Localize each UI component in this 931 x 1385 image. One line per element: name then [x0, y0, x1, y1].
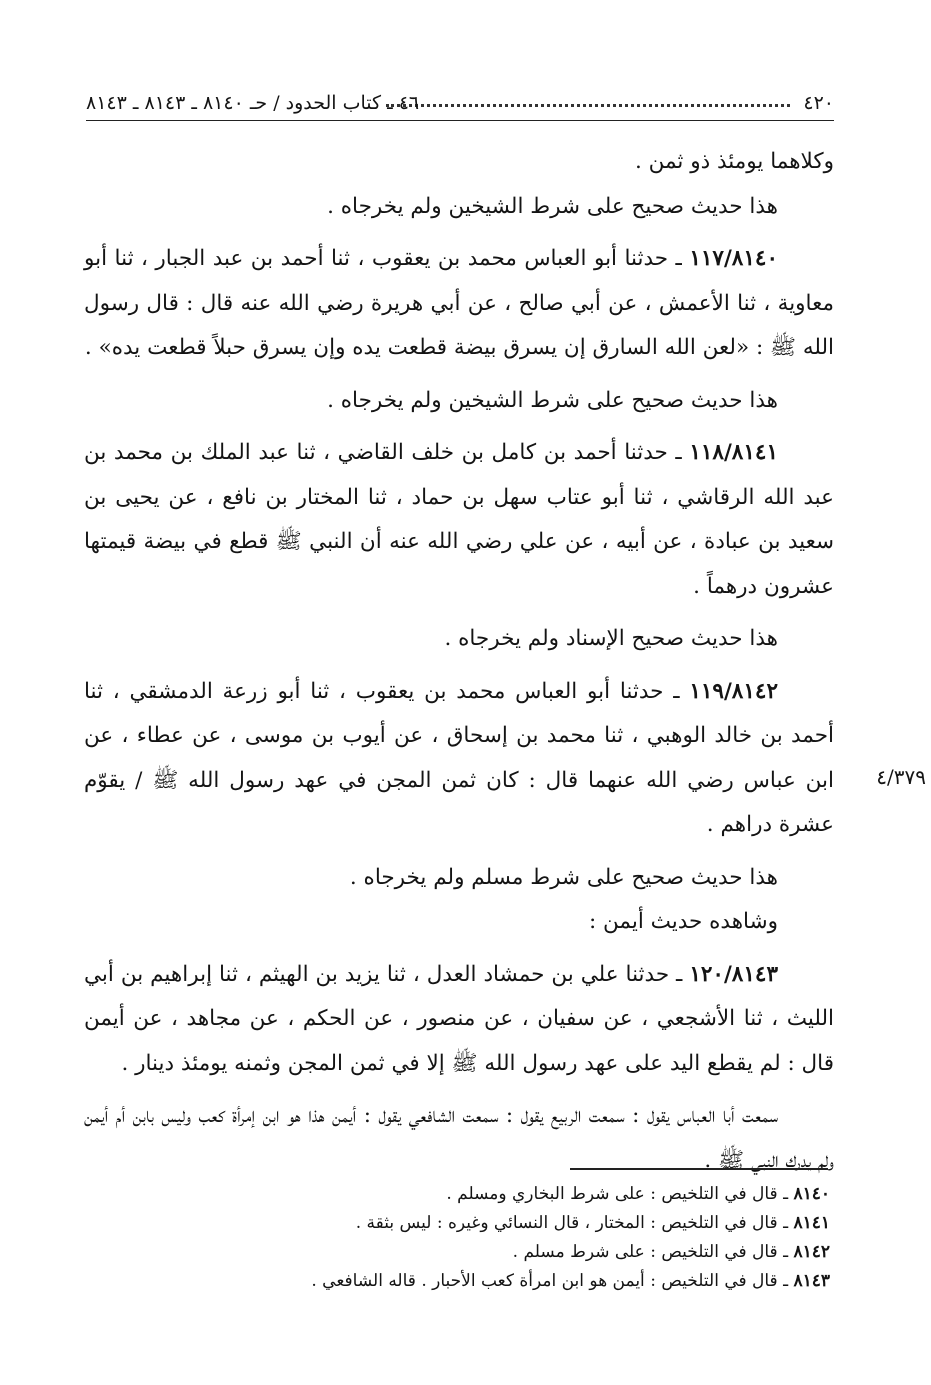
- footnotes: [100, 1180, 830, 1296]
- footnote-rule: [570, 1168, 828, 1170]
- footnote: ٨١٤٢ ـ قال في التلخيص : على شرط مسلم .: [512, 1242, 830, 1262]
- main-text: [84, 140, 834, 1183]
- hadith-paragraph: ١١٩/٨١٤٢ ـ حدثنا أبو العباس محمد بن يعقوب ، ثنا أبو زرعة الدمشقي ، ثنا أحمد بن خالد الوهبي ، ثنا محمد بن إسحاق ، عن أيوب بن موسى ، عن عطاء ، عن ابن عباس رضي الله عنهما قال : كان ثمن المجن في عهد رسول الله ﷺ / يقوّم عشرة دراهم .: [84, 678, 834, 837]
- footnote: ٨١٤٣ ـ قال في التلخيص : أيمن هو ابن امرأة كعب الأحبار . قاله الشافعي .: [311, 1271, 830, 1291]
- hadith-number: ١١٩/٨١٤٢: [689, 678, 778, 704]
- paragraph: هذا حديث صحيح الإسناد ولم يخرجاه .: [444, 626, 778, 651]
- hadith-number: ١١٧/٨١٤٠: [689, 246, 778, 271]
- paragraph: وكلاهما يومئذ ذو ثمن .: [634, 149, 834, 174]
- paragraph: هذا حديث صحيح على شرط مسلم ولم يخرجاه .: [349, 864, 778, 890]
- running-title: ٤٦ ـ كتاب الحدود / حـ ٨١٤٠ ـ ٨١٤٣ ـ ٨١٤٣: [86, 92, 420, 114]
- paragraph: هذا حديث صحيح على شرط الشيخين ولم يخرجاه .: [327, 193, 778, 219]
- page-number: ٤٢٠: [803, 92, 834, 114]
- paragraph: هذا حديث صحيح على شرط الشيخين ولم يخرجاه .: [327, 387, 778, 413]
- hadith-number: ١١٨/٨١٤١: [689, 440, 778, 465]
- footnote: ٨١٤٠ ـ قال في التلخيص : على شرط البخاري ومسلم .: [446, 1184, 830, 1204]
- hadith-paragraph: ١١٨/٨١٤١ ـ حدثنا أحمد بن كامل بن خلف القاضي ، ثنا عبد الملك بن محمد بن عبد الله الرقاشي ، ثنا أبو عتاب سهل بن حماد ، ثنا المختار بن نافع ، عن يحيى بن سعيد بن عبادة ، عن أبيه ، عن علي رضي الله عنه أن النبي ﷺ قطع في بيضة قيمتها عشرون درهماً .: [84, 440, 834, 599]
- hadith-paragraph: ١١٧/٨١٤٠ ـ حدثنا أبو العباس محمد بن يعقوب ، ثنا أحمد بن عبد الجبار ، ثنا أبو معاوية ، ثنا الأعمش ، عن أبي صالح ، عن أبي هريرة رضي الله عنه قال : قال رسول الله ﷺ : «لعن الله السارق إن يسرق بيضة قطعت يده وإن يسرق حبلاً قطعت يده» .: [84, 246, 834, 360]
- hadith-number: ١٢٠/٨١٤٣: [689, 961, 778, 987]
- hadith-paragraph: ١٢٠/٨١٤٣ ـ حدثنا علي بن حمشاد العدل ، ثنا يزيد بن الهيثم ، ثنا إبراهيم بن أبي الليث ، ثنا الأشجعي ، عن سفيان ، عن منصور ، عن الحكم ، عن مجاهد ، عن أيمن قال : لم يقطع اليد على عهد رسول الله ﷺ إلا في ثمن المجن وثمنه يومئذ دينار .: [84, 961, 834, 1076]
- header-dot-leader: [386, 104, 790, 107]
- paragraph: سمعت أبا العباس يقول : سمعت الربيع يقول : سمعت الشافعي يقول : أيمن هذا هو ابن إمرأة كعب وليس بابن أم أيمن ولم يدرك النبي ﷺ .: [84, 1103, 834, 1173]
- paragraph: وشاهده حديث أيمن :: [588, 909, 778, 934]
- page-header: [86, 86, 834, 121]
- footnote: ٨١٤١ ـ قال في التلخيص : المختار ، قال النسائي وغيره : ليس بثقة .: [355, 1213, 830, 1233]
- margin-reference: ٤/٣٧٩: [876, 765, 926, 789]
